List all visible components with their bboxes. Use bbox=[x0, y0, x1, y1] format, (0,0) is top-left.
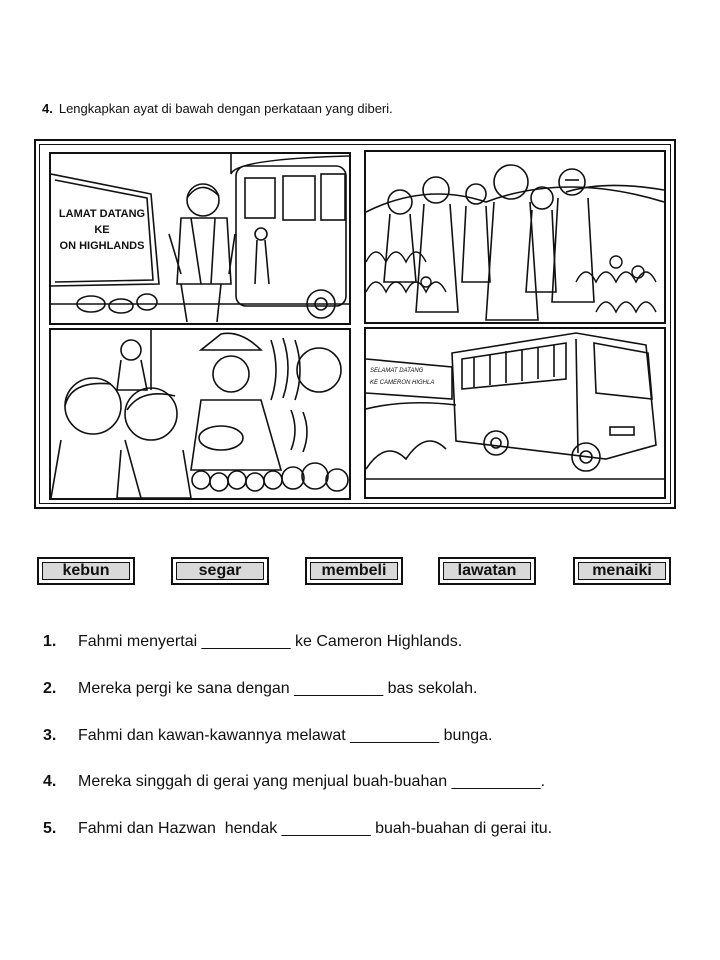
word-bank-item bbox=[438, 557, 536, 585]
word-segar: segar bbox=[198, 562, 242, 579]
illustration-frame bbox=[34, 139, 676, 509]
instruction-number: 4. bbox=[42, 101, 53, 116]
welcome-sign-line3: ON HIGHLANDS bbox=[59, 240, 145, 252]
question-text: Fahmi dan Hazwan hendak __________ buah-buahan di gerai itu. bbox=[78, 820, 553, 837]
word-menaiki: menaiki bbox=[592, 562, 652, 579]
question-item bbox=[43, 680, 477, 698]
panel-arrival bbox=[49, 152, 351, 325]
welcome-sign-line1: LAMAT DATANG bbox=[58, 208, 146, 220]
panel-flower-garden bbox=[364, 150, 666, 324]
word-lawatan: lawatan bbox=[457, 562, 517, 579]
garden-illustration bbox=[366, 152, 664, 322]
panel-bus bbox=[364, 327, 666, 499]
instruction-text: Lengkapkan ayat di bawah dengan perkataan yang diberi. bbox=[58, 101, 393, 116]
word-bank-item bbox=[573, 557, 671, 585]
question-text: Fahmi menyertai __________ ke Cameron Highlands. bbox=[78, 633, 463, 650]
word-membeli: membeli bbox=[321, 562, 387, 579]
word-kebun: kebun bbox=[62, 562, 110, 579]
question-number: 2. bbox=[43, 680, 57, 697]
question-text: Fahmi dan kawan-kawannya melawat __________ bunga. bbox=[78, 727, 493, 744]
word-bank-item bbox=[37, 557, 135, 585]
question-text: Mereka pergi ke sana dengan __________ bas sekolah. bbox=[78, 680, 478, 697]
bus-welcome-sign bbox=[370, 365, 454, 389]
instruction bbox=[42, 101, 393, 116]
question-number: 3. bbox=[43, 727, 57, 744]
panel-fruit-stall bbox=[49, 328, 351, 500]
question-text: Mereka singgah di gerai yang menjual buah-buahan __________. bbox=[78, 773, 546, 790]
bus-sign-line1: SELAMAT DATANG bbox=[370, 368, 424, 374]
word-bank-item bbox=[305, 557, 403, 585]
question-item bbox=[43, 727, 493, 745]
welcome-sign-line2: KE bbox=[94, 224, 110, 236]
question-item bbox=[43, 633, 462, 651]
bus-sign-line2: KE CAMERON HIGHLA bbox=[370, 380, 435, 386]
bus-illustration bbox=[366, 329, 664, 497]
welcome-sign bbox=[55, 206, 149, 254]
question-item bbox=[43, 773, 545, 791]
question-item bbox=[43, 820, 552, 838]
question-number: 5. bbox=[43, 820, 57, 837]
question-number: 4. bbox=[43, 773, 57, 790]
fruit-stall-illustration bbox=[51, 330, 349, 498]
word-bank-item bbox=[171, 557, 269, 585]
question-number: 1. bbox=[43, 633, 57, 650]
